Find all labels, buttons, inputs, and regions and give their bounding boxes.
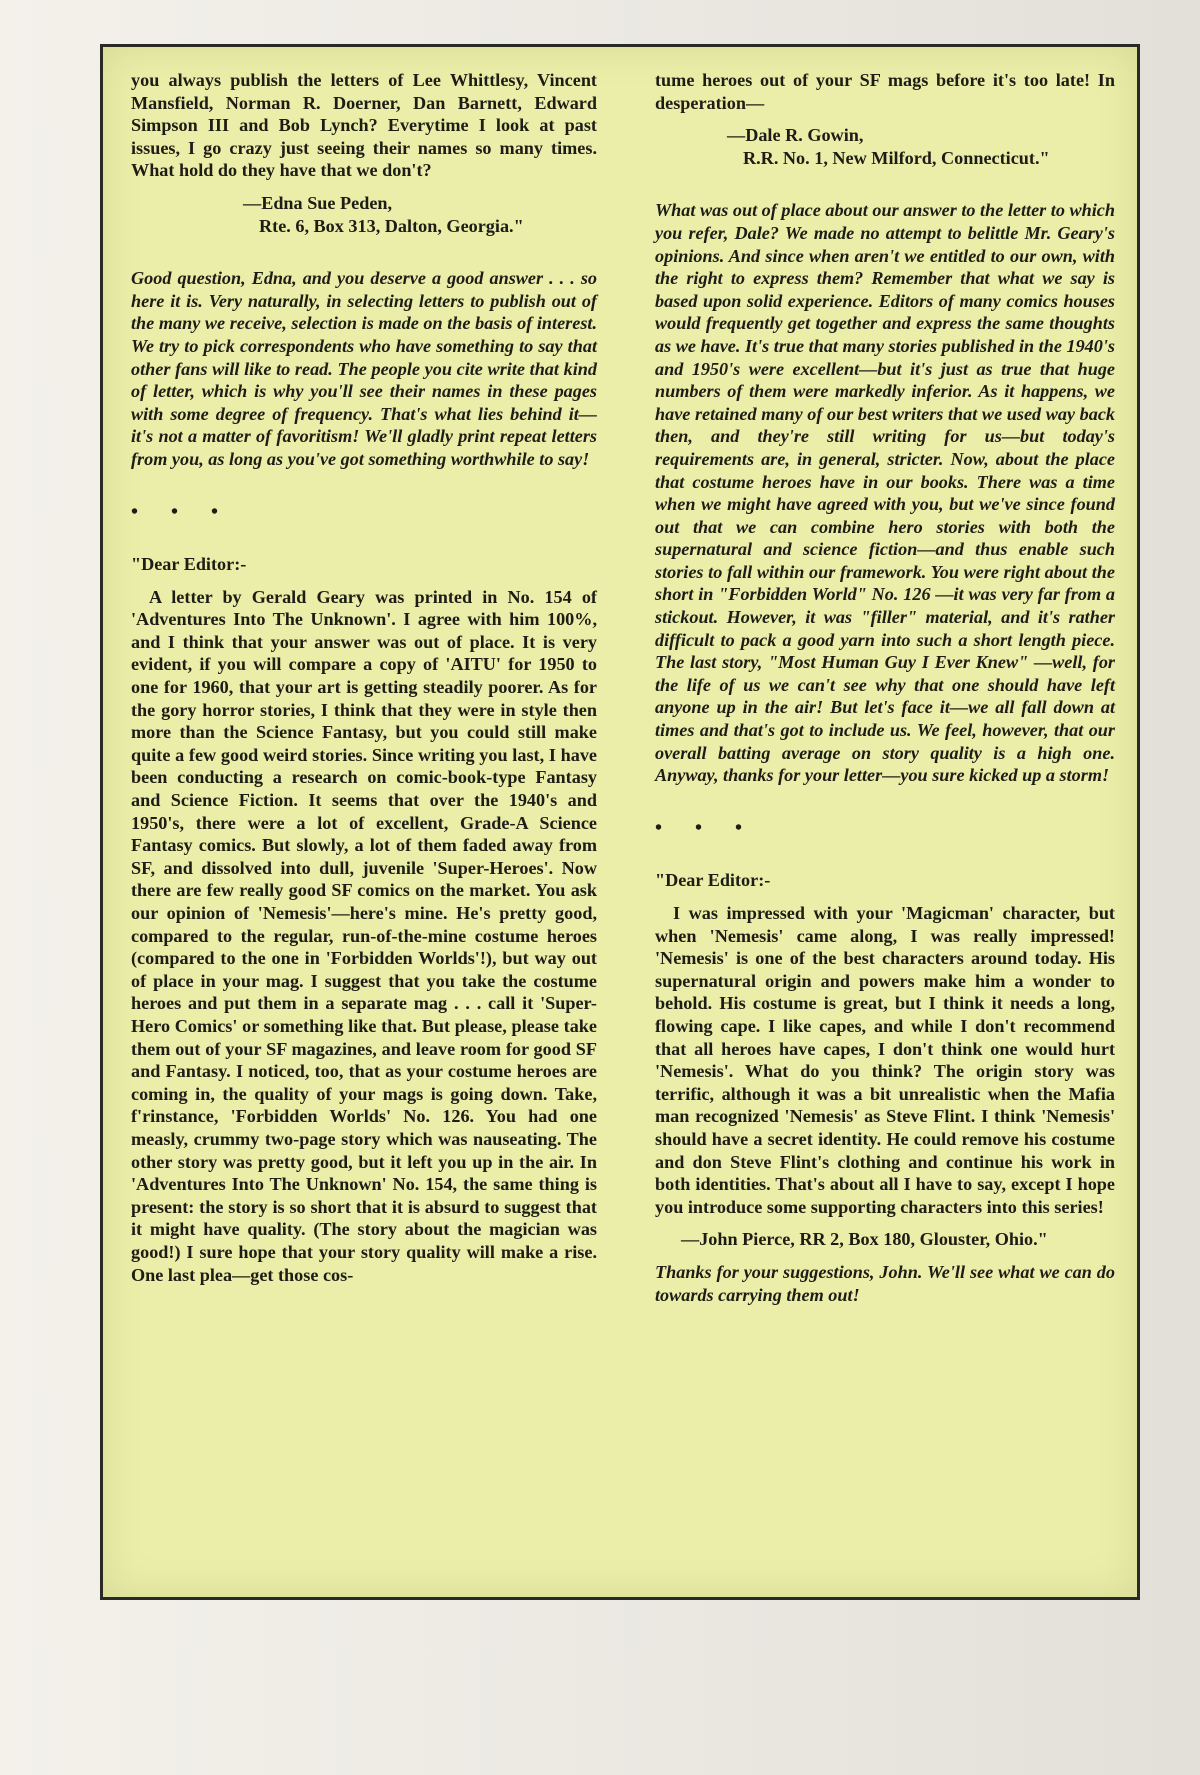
left-column (131, 69, 597, 1286)
editor-reply-2: What was out of place about our answer to the letter to which you refer, Dale? We made no attempt to belittle Mr. Geary's opinions. And since when aren't we entitled to our own, with the right to express them? Remember that what we say is based upon solid experience. Editors of many comics houses would frequently get together and express the same thoughts as we have. It's true that many stories published in the 1940's and 1950's were excellent—but it's just as true that huge numbers of them were markedly inferior. As it happens, we have retained many of our best writers that we used way back then, and they're still writing for us—but today's requirements are, in general, stricter. Now, about the place that costume heroes have in our books. There was a time when we might have agreed with you, but we've since found out that we can combine hero stories with both the supernatural and science fiction—and thus enable such stories to fall within our framework. You were right about the short in "Forbidden World" No. 126 —it was very far from a stickout. However, it was "filler" material, and it's rather difficult to pack a good yarn into such a short length piece. The last story, "Most Human Guy I Ever Knew" —well, for the life of us we can't see why that one should have left anyone up in the air! But let's face it—we all fall down at times and that's got to include us. We feel, however, that our overall batting average on story quality is a high one. Anyway, thanks for your letter—you sure kicked up a storm! (655, 200, 1115, 786)
letter2-tail: tume heroes out of your SF mags before it's too late! In desperation— (655, 70, 1115, 113)
letter2-body: A letter by Gerald Geary was printed in No. 154 of 'Adventures Into The Unknown'. I agree with him 100%, and I think that your answer was out of place. It is very evident, if you will compare a copy of 'AITU' for 1950 to one for 1960, that your art is getting steadily poorer. As for the gory horror stories, I think that they were in style then more than the Science Fantasy, but you could still make quite a few good weird stories. Since writing you last, I have been conducting a research on comic-book-type Fantasy and Science Fiction. It seems that over the 1940's and 1950's, there were a lot of excellent, Grade-A Science Fantasy comics. But slowly, a lot of them faded away from SF, and dissolved into dull, juvenile 'Super-Heroes'. Now there are few really good SF comics on the market. You ask our opinion of 'Nemesis'—here's mine. He's pretty good, compared to the regular, run-of-the-mine costume heroes (compared to the one in 'Forbidden Worlds'!), but way out of place in your mag. I suggest that you take the costume heroes and put them in a separate mag . . . call it 'Super-Hero Comics' or something like that. But please, please take them out of your SF magazines, and leave room for good SF and Fantasy. I noticed, too, that as your costume heroes are coming in, the quality of your mags is going down. Take, f'rinstance, 'Forbidden Worlds' No. 126. You had one measly, crummy two-page story which was nauseating. The other story was pretty good, but it left you up in the air. In 'Adventures Into The Unknown' No. 154, the same thing is present: the story is so short that it is absurd to suggest that it might have quality. (The story about the magician was good!) I sure hope that your story quality will make a rise. One last plea—get those cos- (131, 586, 597, 1285)
letter1-signature-name: —Edna Sue Peden, (243, 192, 393, 213)
letter1-signature-address: Rte. 6, Box 313, Dalton, Georgia." (259, 215, 524, 236)
letter3-salutation: "Dear Editor:- (655, 870, 771, 891)
letter2-salutation: "Dear Editor:- (131, 554, 247, 575)
editor-reply-3: Thanks for your suggestions, John. We'll see what we can do towards carrying them out! (655, 1261, 1115, 1305)
section-divider-2: • • • (655, 816, 757, 839)
letter3-signature: —John Pierce, RR 2, Box 180, Glouster, Ohio." (681, 1229, 1048, 1250)
letter1-tail: you always publish the letters of Lee Whittlesy, Vincent Mansfield, Norman R. Doerner, Dan Barnett, Edward Simpson III and Bob Lynch? Everytime I look at past issues, I go crazy just seeing their names so many times. What hold do they have that we don't? (131, 70, 597, 181)
letter2-signature-address: R.R. No. 1, New Milford, Connecticut." (743, 147, 1050, 168)
right-column (655, 69, 1115, 1306)
editor-reply-1: Good question, Edna, and you deserve a good answer . . . so here it is. Very naturally, in selecting letters to publish out of the many we receive, selection is made on the basis of interest. We try to pick correspondents who have something to say that other fans will like to read. The people you cite write that kind of letter, which is why you'll see their names in these pages with some degree of frequency. That's what lies behind it—it's not a matter of favoritism! We'll gladly print repeat letters from you, as long as you've got something worthwhile to say! (131, 268, 597, 469)
section-divider-1: • • • (131, 500, 233, 523)
letters-panel (100, 44, 1140, 1600)
letter2-signature-name: —Dale R. Gowin, (727, 125, 864, 146)
letter3-body: I was impressed with your 'Magicman' character, but when 'Nemesis' came along, I was really impressed! 'Nemesis' is one of the best characters around today. His supernatural origin and powers make him a wonder to behold. His costume is great, but I think it needs a long, flowing cape. I like capes, and while I don't recommend that all heroes have capes, I don't think one would hurt 'Nemesis'. What do you think? The origin story was terrific, although it was a bit unrealistic when the Mafia man recognized 'Nemesis' as Steve Flint. I think 'Nemesis' should have a secret identity. He could remove his costume and don Steve Flint's clothing and continue his work in both identities. That's about all I have to say, except I hope you introduce some supporting characters into this series! (655, 903, 1115, 1217)
